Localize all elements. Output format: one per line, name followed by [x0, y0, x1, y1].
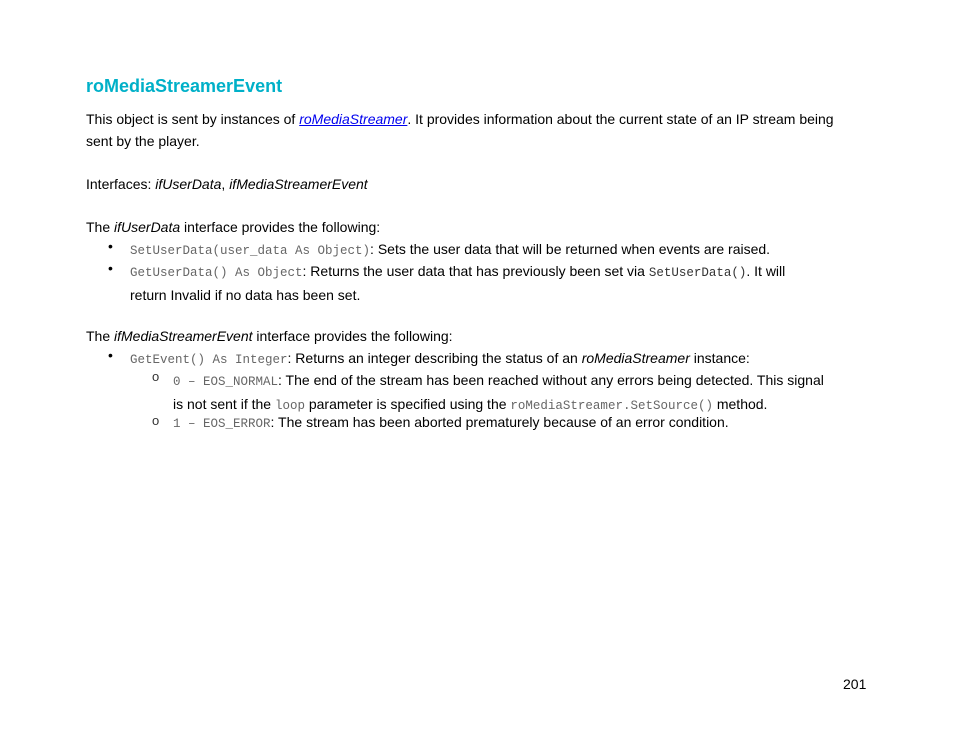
- desc-setuserdata: : Sets the user data that will be returned when events are raised.: [370, 241, 771, 257]
- desc-eos-error: : The stream has been aborted prematurely because of an error condition.: [270, 414, 729, 430]
- desc-eos-normal-line2c: method.: [712, 396, 768, 412]
- list-item-setuserdata: [130, 238, 870, 262]
- code-eos-normal: 0 – EOS_NORMAL: [173, 375, 279, 389]
- ifuserdata-post: interface provides the following:: [180, 219, 381, 235]
- sub-item-eos-normal: [173, 369, 873, 417]
- code-setsource: roMediaStreamer.SetSource(): [510, 399, 713, 413]
- code-setuserdata: SetUserData(user_data As Object): [130, 244, 371, 258]
- sub-bullet-icon: o: [152, 369, 160, 384]
- interfaces-sep: ,: [221, 176, 230, 192]
- ifuserdata-heading: [86, 216, 876, 238]
- desc-getevent-b: instance:: [689, 350, 750, 366]
- code-eos-error: 1 – EOS_ERROR: [173, 417, 271, 431]
- ifmse-post: interface provides the following:: [252, 328, 453, 344]
- desc-getuserdata-line2: return Invalid if no data has been set.: [130, 287, 361, 303]
- code-loop: loop: [274, 399, 305, 413]
- interface-ifmediastreamerevent: ifMediaStreamerEvent: [229, 176, 368, 192]
- desc-eos-normal-a: : The end of the stream has been reached without any errors being detected. This signal: [278, 372, 824, 388]
- interfaces-line: [86, 173, 876, 195]
- list-item-getevent: [130, 347, 870, 371]
- intro-paragraph: [86, 108, 876, 152]
- interface-ifuserdata: ifUserData: [155, 176, 222, 192]
- intro-text-line2: sent by the player.: [86, 133, 200, 149]
- desc-getuserdata-a: : Returns the user data that has previously been set via: [302, 263, 649, 279]
- ifuserdata-name: ifUserData: [114, 219, 181, 235]
- bullet-icon: •: [108, 238, 113, 254]
- desc-eos-normal-line2b: parameter is specified using the: [304, 396, 511, 412]
- ifmse-name: ifMediaStreamerEvent: [114, 328, 253, 344]
- code-setuserdata-ref: SetUserData(): [648, 266, 747, 280]
- interfaces-label: Interfaces:: [86, 176, 156, 192]
- sub-bullet-icon: o: [152, 413, 160, 428]
- sub-item-eos-error: [173, 411, 873, 435]
- intro-text-before: This object is sent by instances of: [86, 111, 300, 127]
- intro-text-after: . It provides information about the current state of an IP stream being: [407, 111, 834, 127]
- page-title: roMediaStreamerEvent: [86, 76, 283, 96]
- desc-eos-normal-line2a: is not sent if the: [173, 396, 275, 412]
- list-item-getuserdata: [130, 260, 870, 306]
- romediastreamer-link[interactable]: roMediaStreamer: [299, 111, 408, 127]
- ifuserdata-pre: The: [86, 219, 115, 235]
- desc-getevent-obj: roMediaStreamer: [581, 350, 690, 366]
- ifmse-heading: [86, 325, 876, 347]
- code-getevent: GetEvent() As Integer: [130, 353, 288, 367]
- code-getuserdata: GetUserData() As Object: [130, 266, 303, 280]
- desc-getevent-a: : Returns an integer describing the status of an: [287, 350, 582, 366]
- bullet-icon: •: [108, 260, 113, 276]
- page-number: 201: [843, 676, 867, 692]
- ifmse-pre: The: [86, 328, 115, 344]
- desc-getuserdata-b: . It will: [746, 263, 786, 279]
- bullet-icon: •: [108, 347, 113, 363]
